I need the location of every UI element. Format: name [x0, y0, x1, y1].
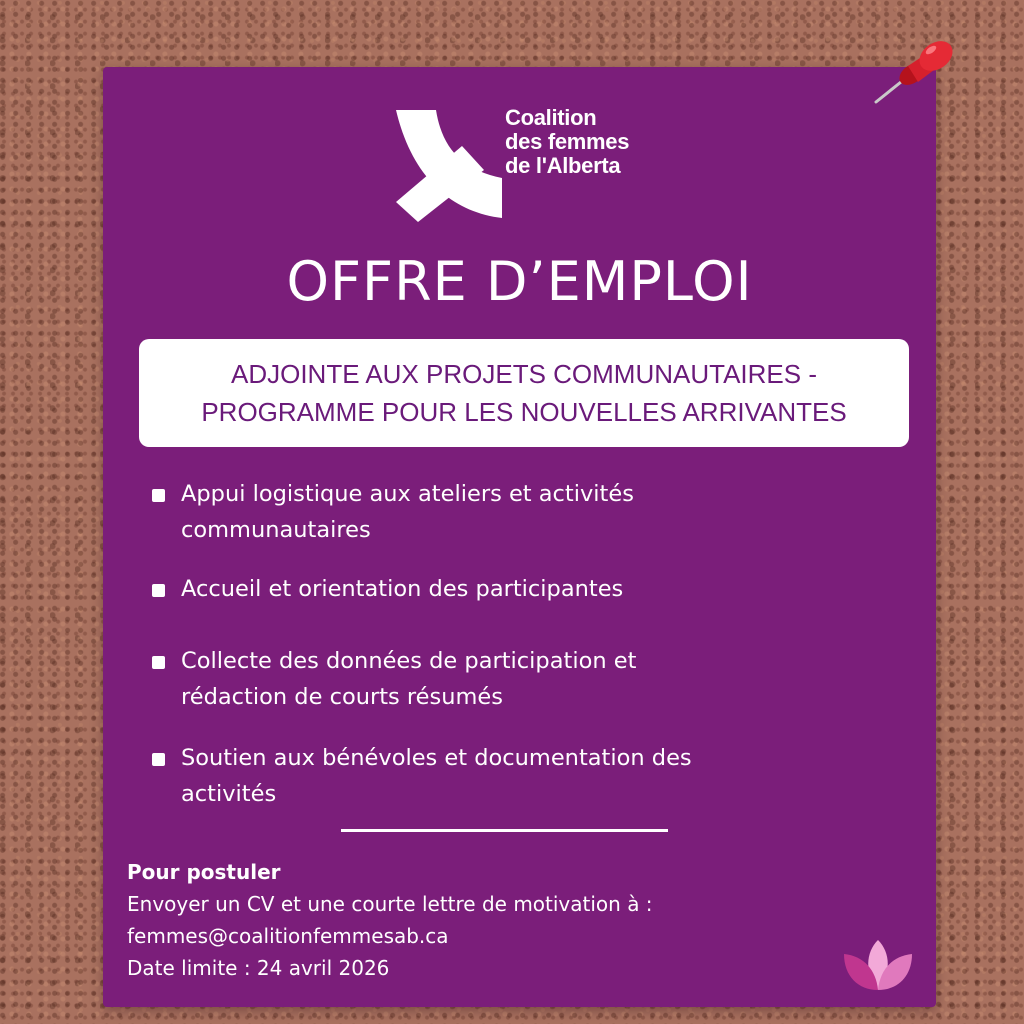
- list-item-line: communautaires: [181, 517, 371, 543]
- position-title-line: PROGRAMME POUR LES NOUVELLES ARRIVANTES: [201, 397, 847, 427]
- list-item-line: Accueil et orientation des participantes: [181, 576, 624, 602]
- position-title-line: ADJOINTE AUX PROJETS COMMUNAUTAIRES -: [230, 359, 817, 389]
- bullet-square-icon: [152, 656, 165, 669]
- bullet-square-icon: [152, 489, 165, 502]
- list-item-text: [181, 476, 634, 548]
- bullet-square-icon: [152, 753, 165, 766]
- logo-line: Coalition: [505, 105, 597, 130]
- list-item-text: [181, 643, 636, 715]
- push-pin-icon: [868, 30, 963, 110]
- deadline: Date limite : 24 avril 2026: [127, 956, 390, 980]
- list-item-line: Appui logistique aux ateliers et activités: [181, 481, 634, 507]
- logo-line: des femmes: [505, 129, 630, 154]
- position-title-box: [139, 339, 909, 447]
- list-item-line: Soutien aux bénévoles et documentation des: [181, 745, 692, 771]
- list-item-line: activités: [181, 781, 277, 807]
- bullet-square-icon: [152, 584, 165, 597]
- page-title: OFFRE D’EMPLOI: [286, 250, 753, 313]
- lotus-icon: [842, 936, 914, 994]
- apply-heading: Pour postuler: [127, 860, 281, 884]
- list-item: [152, 740, 842, 812]
- application-info: [127, 856, 653, 984]
- list-item-line: rédaction de courts résumés: [181, 684, 503, 710]
- coalition-logo-mark-icon: [392, 108, 508, 222]
- list-item-line: Collecte des données de participation et: [181, 648, 637, 674]
- logo-line: de l'Alberta: [505, 153, 621, 178]
- list-item-text: [181, 571, 623, 607]
- organization-logo-text: [505, 106, 629, 178]
- list-item-text: [181, 740, 692, 812]
- contact-email[interactable]: femmes@coalitionfemmesab.ca: [127, 924, 449, 948]
- list-item: [152, 643, 842, 715]
- list-item: [152, 476, 842, 548]
- apply-instructions: Envoyer un CV et une courte lettre de motivation à :: [127, 892, 653, 916]
- list-item: [152, 571, 842, 607]
- divider: [341, 829, 668, 832]
